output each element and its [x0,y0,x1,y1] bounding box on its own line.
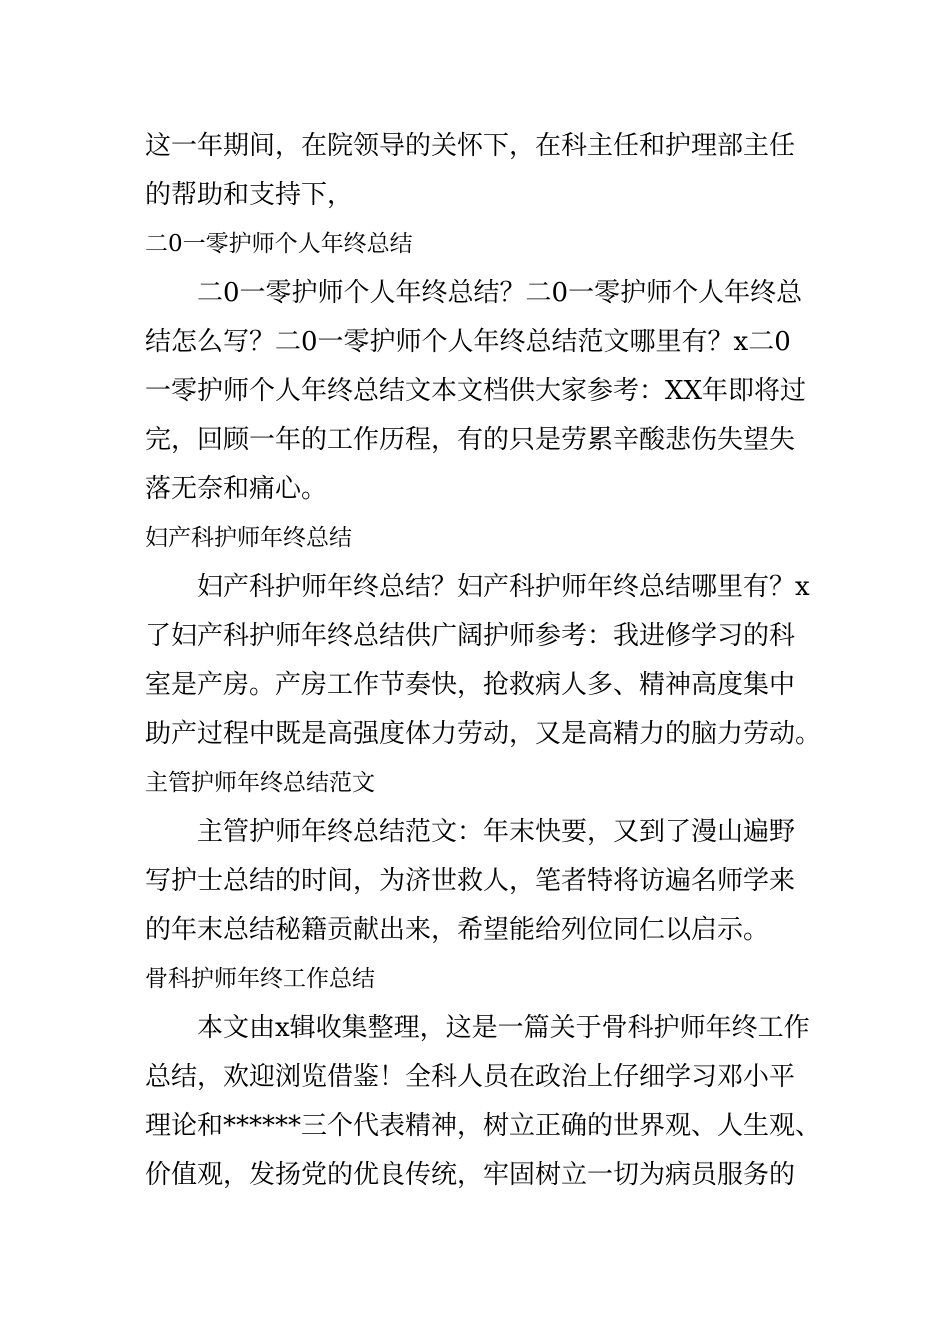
paragraph-line: 价值观，发扬党的优良传统，牢固树立一切为病员服务的 [145,1160,796,1190]
section-heading: 骨科护师年终工作总结 [145,966,375,992]
paragraph-line: 的年末总结秘籍贡献出来，希望能给列位同仁以启示。 [145,915,770,945]
paragraph-line: 助产过程中既是高强度体力劳动，又是高精力的脑力劳动。 [145,719,822,749]
intro-paragraph [145,122,845,220]
paragraph-line: 落无奈和痛心。 [145,474,328,504]
document-body [145,122,845,1200]
section-supervisor-summary [145,759,845,955]
paragraph-line: 写护士总结的时间，为济世救人，笔者特将访遍名师学来 [145,866,796,896]
paragraph-line: 室是产房。产房工作节奏快，抢救病人多、精神高度集中 [145,670,796,700]
section-obstetrics-summary [145,514,845,759]
paragraph-line: 妇产科护师年终总结？妇产科护师年终总结哪里有？x [197,572,810,602]
section-heading: 妇产科护师年终总结 [145,525,352,551]
paragraph-line: 了妇产科护师年终总结供广阔护师参考：我进修学习的科 [145,621,796,651]
paragraph-line: 本文由x辑收集整理，这是一篇关于骨科护师年终工作 [197,1013,810,1043]
section-2010-personal-summary [145,220,845,514]
paragraph-line: 完，回顾一年的工作历程，有的只是劳累辛酸悲伤失望失 [145,425,796,455]
paragraph-line: 这一年期间，在院领导的关怀下，在科主任和护理部主任 [145,131,796,161]
paragraph-line: 的帮助和支持下， [145,180,354,210]
paragraph-line: 理论和******三个代表精神，树立正确的世界观、人生观、 [145,1111,822,1141]
paragraph-line: 二0一零护师个人年终总结？二0一零护师个人年终总 [197,278,803,308]
paragraph-line: 总结，欢迎浏览借鉴！全科人员在政治上仔细学习邓小平 [145,1062,796,1092]
paragraph-line: 一零护师个人年终总结文本文档供大家参考：XX年即将过 [145,376,807,406]
section-heading: 主管护师年终总结范文 [145,770,375,796]
paragraph-line: 主管护师年终总结范文：年末快要，又到了漫山遍野 [197,817,796,847]
paragraph-line: 结怎么写？二0一零护师个人年终总结范文哪里有？x二0 [145,327,791,357]
section-heading: 二0一零护师个人年终总结 [145,231,413,257]
section-orthopedics-summary [145,955,845,1200]
